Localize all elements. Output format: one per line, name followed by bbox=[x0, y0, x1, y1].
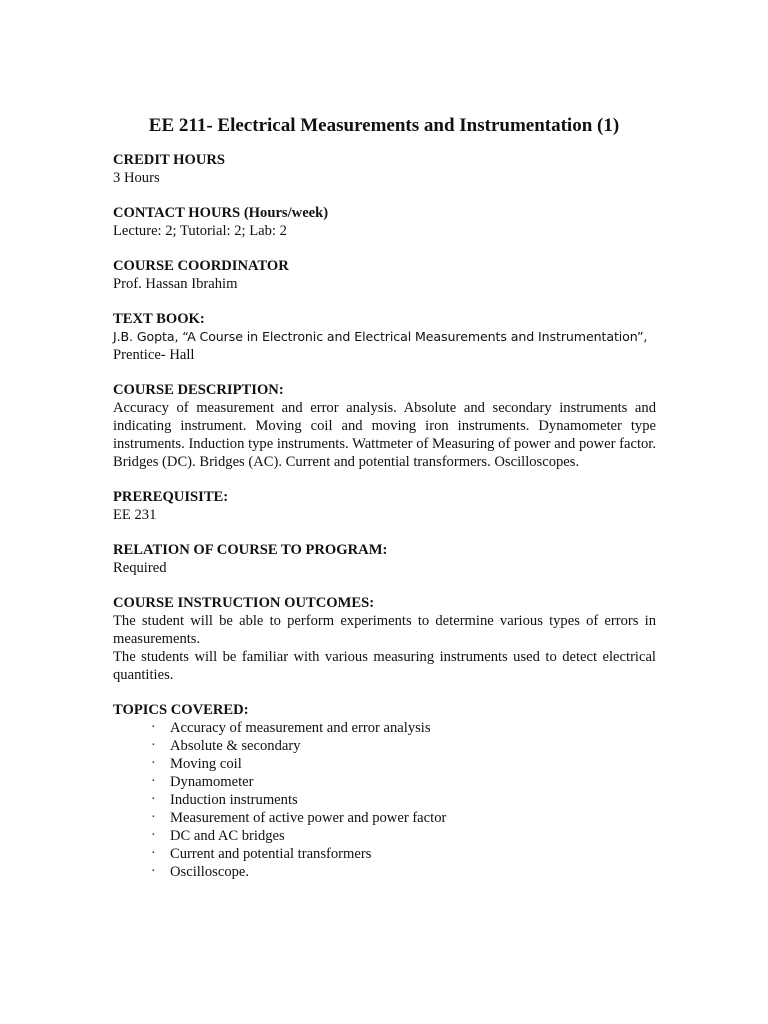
bullet-icon: · bbox=[151, 720, 156, 735]
bullet-icon: · bbox=[151, 738, 156, 753]
contact-hours-value: Lecture: 2; Tutorial: 2; Lab: 2 bbox=[113, 223, 287, 239]
course-description-section bbox=[113, 381, 656, 471]
text-book-publisher: Prentice- Hall bbox=[113, 347, 195, 363]
text-book-section bbox=[113, 310, 656, 364]
relation-value: Required bbox=[113, 560, 167, 576]
topic-label: Current and potential transformers bbox=[170, 846, 372, 862]
topic-label: Absolute & secondary bbox=[170, 738, 301, 754]
bullet-icon: · bbox=[151, 774, 156, 789]
topics-section bbox=[113, 701, 656, 881]
text-book-heading: TEXT BOOK: bbox=[113, 311, 205, 327]
bullet-icon: · bbox=[151, 864, 156, 879]
bullet-icon: · bbox=[151, 810, 156, 825]
course-description-text: Accuracy of measurement and error analysis. Absolute and secondary instruments and indicating instrument. Moving coil and moving iron instruments. Dynamometer type instruments. Induction type instruments. Wattmeter of Measuring of power and power factor. Bridges (DC). Bridges (AC). Current and potential transformers. Oscilloscopes. bbox=[113, 400, 656, 470]
course-coordinator-value: Prof. Hassan Ibrahim bbox=[113, 276, 238, 292]
outcomes-section bbox=[113, 594, 656, 684]
prerequisite-section bbox=[113, 488, 656, 524]
bullet-icon: · bbox=[151, 828, 156, 843]
topic-label: Dynamometer bbox=[170, 774, 254, 790]
course-coordinator-heading: COURSE COORDINATOR bbox=[113, 258, 289, 274]
topic-item bbox=[113, 719, 656, 737]
topic-item bbox=[113, 827, 656, 845]
bullet-icon: · bbox=[151, 792, 156, 807]
prerequisite-value: EE 231 bbox=[113, 507, 157, 523]
topic-label: Moving coil bbox=[170, 756, 242, 772]
topic-item bbox=[113, 755, 656, 773]
credit-hours-value: 3 Hours bbox=[113, 170, 160, 186]
topic-item bbox=[113, 737, 656, 755]
outcome-item: The student will be able to perform experiments to determine various types of errors in measurements. bbox=[113, 613, 656, 647]
topic-label: DC and AC bridges bbox=[170, 828, 285, 844]
document-body bbox=[113, 151, 656, 898]
relation-section bbox=[113, 541, 656, 577]
contact-hours-section bbox=[113, 204, 656, 240]
relation-heading: RELATION OF COURSE TO PROGRAM: bbox=[113, 542, 388, 558]
topic-item bbox=[113, 809, 656, 827]
credit-hours-heading: CREDIT HOURS bbox=[113, 152, 226, 168]
topic-item bbox=[113, 791, 656, 809]
topic-label: Induction instruments bbox=[170, 792, 298, 808]
course-coordinator-section bbox=[113, 257, 656, 293]
outcomes-heading: COURSE INSTRUCTION OUTCOMES: bbox=[113, 595, 375, 611]
topic-item bbox=[113, 863, 656, 881]
topic-label: Oscilloscope. bbox=[170, 864, 250, 880]
page-title: EE 211- Electrical Measurements and Instrumentation (1) bbox=[148, 115, 620, 136]
contact-hours-heading: CONTACT HOURS (Hours/week) bbox=[113, 205, 329, 221]
course-description-heading: COURSE DESCRIPTION: bbox=[113, 382, 284, 398]
topics-list bbox=[113, 719, 656, 881]
topic-label: Measurement of active power and power factor bbox=[170, 810, 447, 826]
bullet-icon: · bbox=[151, 846, 156, 861]
topics-heading: TOPICS COVERED: bbox=[113, 702, 249, 718]
bullet-icon: · bbox=[151, 756, 156, 771]
topic-item bbox=[113, 845, 656, 863]
topic-item bbox=[113, 773, 656, 791]
prerequisite-heading: PREREQUISITE: bbox=[113, 489, 229, 505]
outcome-item: The students will be familiar with various measuring instruments used to detect electrical quantities. bbox=[113, 649, 656, 683]
text-book-citation: J.B. Gopta, “A Course in Electronic and Electrical Measurements and Instrumentation”, bbox=[113, 329, 648, 344]
credit-hours-section bbox=[113, 151, 656, 187]
topic-label: Accuracy of measurement and error analysis bbox=[170, 720, 431, 736]
